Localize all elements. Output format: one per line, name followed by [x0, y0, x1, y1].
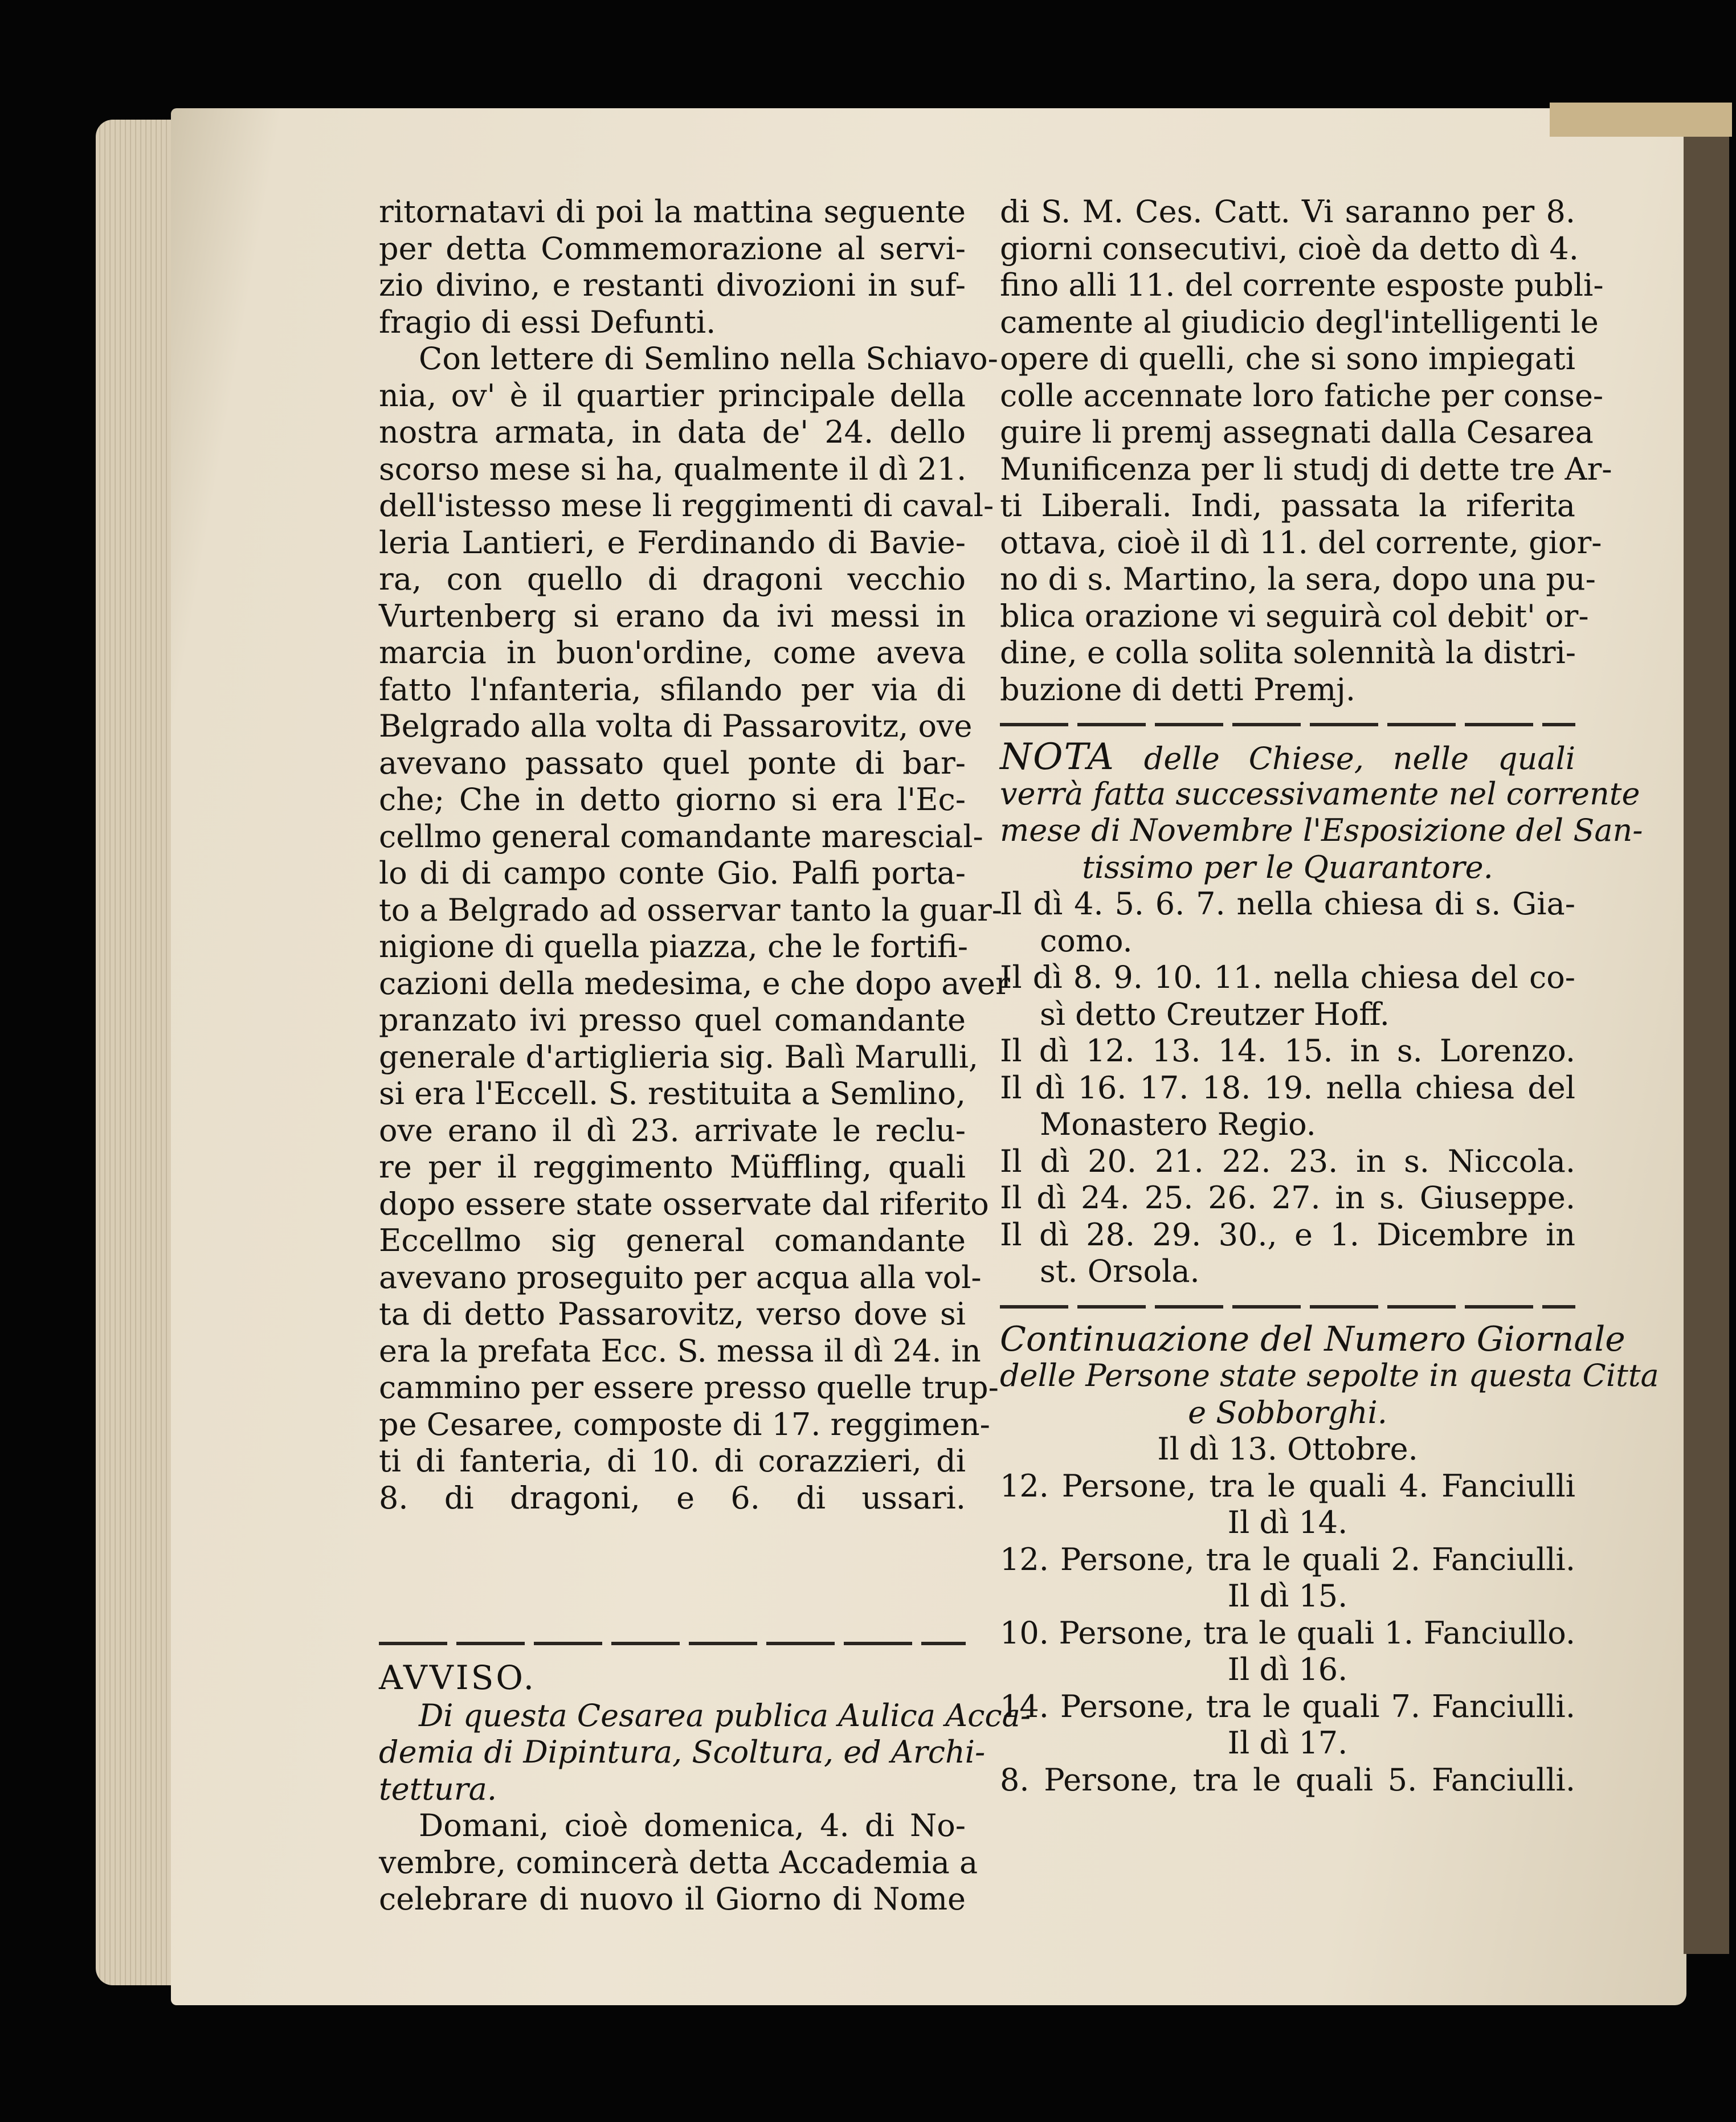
left-column: [379, 194, 1031, 1918]
date-line: Il dì 16.: [1227, 1651, 1348, 1687]
binding-strip: [1550, 103, 1732, 137]
text-line: Di questa Cesarea publica Aulica Acca-: [419, 1697, 1031, 1733]
text-line: giorni consecutivi, cioè da detto dì 4.: [1000, 230, 1579, 267]
text-line: [379, 1553, 966, 1591]
text-line: Munificenza per li studj di dette tre Ar-: [1000, 451, 1612, 487]
text-line: camente al giudicio degl'intelligenti le: [1000, 304, 1599, 340]
text-line: si era l'Eccell. S. restituita a Semlino,: [379, 1076, 966, 1111]
text-line: cammino per essere presso quelle trup-: [379, 1369, 999, 1405]
text-line: lo di di campo conte Gio. Palfi porta-: [379, 855, 966, 891]
nota-title-rest: delle Chiese, nelle quali: [1143, 741, 1575, 776]
section-rule: [1000, 1305, 1575, 1309]
list-item: 14. Persone, tra le quali 7. Fanciulli.: [1000, 1688, 1575, 1724]
text-line: ottava, cioè il dì 11. del corrente, gior-: [1000, 524, 1602, 561]
text-line: no di s. Martino, la sera, dopo una pu-: [1000, 561, 1596, 597]
text-line: scorso mese si ha, qualmente il dì 21.: [379, 451, 967, 487]
text-line: dell'istesso mese li reggimenti di caval-: [379, 488, 994, 524]
date-line: Il dì 17.: [1227, 1725, 1348, 1761]
section-rule: [1000, 723, 1575, 726]
text-line: delle Persone state sepolte in questa Citta: [1000, 1358, 1659, 1393]
text-line: 8. di dragoni, e 6. di ussari.: [379, 1479, 966, 1516]
text-line: Con lettere di Semlino nella Schiavo-: [419, 341, 998, 377]
text-line: to a Belgrado ad osservar tanto la guar-: [379, 892, 1003, 928]
text-line: tissimo per le Quarantore.: [1082, 849, 1493, 885]
text-line: mese di Novembre l'Esposizione del San-: [1000, 812, 1643, 848]
text-line: avevano passato quel ponte di bar-: [379, 745, 966, 781]
text-line: nia, ov' è il quartier principale della: [379, 377, 966, 414]
list-item: Il dì 12. 13. 14. 15. in s. Lorenzo.: [1000, 1033, 1575, 1069]
text-line: verrà fatta successivamente nel corrente: [1000, 775, 1640, 812]
text-line: ta di detto Passarovitz, verso dove si: [379, 1296, 966, 1332]
text-line: colle accennate loro fatiche per conse-: [1000, 377, 1604, 414]
list-item: Il dì 20. 21. 22. 23. in s. Niccola.: [1000, 1143, 1575, 1179]
text-line: pranzato ivi presso quel comandante: [379, 1002, 966, 1038]
list-item: Monastero Regio.: [1040, 1106, 1316, 1142]
date-line: Il dì 13. Ottobre.: [1157, 1431, 1418, 1467]
right-column: [1000, 194, 1659, 1798]
text-line: nostra armata, in data de' 24. dello: [379, 414, 966, 450]
nota-title: [1000, 736, 1575, 778]
text-line: guire li premj assegnati dalla Cesarea: [1000, 414, 1594, 450]
date-line: Il dì 15.: [1227, 1578, 1348, 1614]
continuazione-title: Continuazione del Numero Giornale: [1000, 1319, 1625, 1359]
text-line: re per il reggimento Müffling, quali: [379, 1149, 966, 1185]
text-line: [379, 1516, 966, 1553]
nota-word: NOTA: [1000, 736, 1115, 778]
text-line: generale d'artiglieria sig. Balì Marulli,: [379, 1038, 979, 1075]
text-line: Domani, cioè domenica, 4. di No-: [419, 1808, 966, 1843]
list-item: 10. Persone, tra le quali 1. Fanciullo.: [1000, 1614, 1575, 1651]
list-item: Il dì 8. 9. 10. 11. nella chiesa del co-: [1000, 959, 1575, 995]
text-line: Eccellmo sig general comandante: [379, 1222, 966, 1258]
text-line: demia di Dipintura, Scoltura, ed Archi-: [379, 1734, 986, 1770]
text-line: ti di fanteria, di 10. di corazzieri, di: [379, 1443, 966, 1479]
list-item: st. Orsola.: [1040, 1253, 1200, 1289]
text-line: ritornatavi di poi la mattina seguente: [379, 194, 966, 230]
text-line: fragio di essi Defunti.: [379, 304, 716, 340]
text-line: buzione di detti Premj.: [1000, 671, 1356, 708]
text-line: era la prefata Ecc. S. messa il dì 24. in: [379, 1332, 981, 1369]
text-line: pe Cesaree, composte di 17. reggimen-: [379, 1406, 990, 1442]
text-line: tettura.: [379, 1771, 497, 1807]
list-item: Il dì 16. 17. 18. 19. nella chiesa del: [1000, 1069, 1575, 1106]
list-item: como.: [1040, 922, 1133, 959]
list-item: Il dì 4. 5. 6. 7. nella chiesa di s. Gia-: [1000, 886, 1575, 922]
text-line: per detta Commemorazione al servi-: [379, 230, 966, 267]
list-item: sì detto Creutzer Hoff.: [1040, 996, 1390, 1032]
list-item: 12. Persone, tra le quali 2. Fanciulli.: [1000, 1541, 1575, 1577]
list-item: 8. Persone, tra le quali 5. Fanciulli.: [1000, 1761, 1575, 1798]
list-item: 12. Persone, tra le quali 4. Fanciulli: [1000, 1467, 1575, 1504]
text-line: Vurtenberg si erano da ivi messi in: [379, 598, 966, 634]
text-line: che; Che in detto giorno si era l'Ec-: [379, 782, 966, 817]
section-rule: [379, 1642, 966, 1645]
text-line: ra, con quello di dragoni vecchio: [379, 561, 966, 597]
text-line: leria Lantieri, e Ferdinando di Bavie-: [379, 524, 966, 561]
text-line: e Sobborghi.: [1188, 1394, 1387, 1430]
text-line: opere di quelli, che si sono impiegati: [1000, 341, 1575, 377]
date-line: Il dì 14.: [1227, 1504, 1348, 1540]
text-line: avevano proseguito per acqua alla vol-: [379, 1259, 982, 1295]
text-line: [379, 1590, 966, 1627]
text-line: di S. M. Ces. Catt. Vi saranno per 8.: [1000, 194, 1575, 230]
text-line: cazioni della medesima, e che dopo aver: [379, 965, 1010, 1001]
text-line: fatto l'nfanteria, sfilando per via di: [379, 671, 966, 708]
list-item: Il dì 28. 29. 30., e 1. Dicembre in: [1000, 1216, 1575, 1253]
text-line: blica orazione vi seguirà col debit' or-: [1000, 598, 1589, 634]
text-line: dopo essere state osservate dal riferito: [379, 1185, 989, 1222]
binding-shadow: [1684, 131, 1729, 1954]
text-line: zio divino, e restanti divozioni in suf-: [379, 267, 966, 303]
text-line: nigione di quella piazza, che le fortifi-: [379, 929, 969, 964]
text-line: marcia in buon'ordine, come aveva: [379, 635, 966, 670]
text-line: cellmo general comandante marescial-: [379, 818, 983, 854]
text-line: vembre, comincerà detta Accademia a: [379, 1844, 978, 1880]
text-line: Belgrado alla volta di Passarovitz, ove: [379, 708, 973, 744]
text-line: fino alli 11. del corrente esposte publi-: [1000, 267, 1604, 303]
text-line: celebrare di nuovo il Giorno di Nome: [379, 1881, 966, 1917]
list-item: Il dì 24. 25. 26. 27. in s. Giuseppe.: [1000, 1180, 1575, 1216]
text-line: dine, e colla solita solennità la distri-: [1000, 635, 1576, 670]
section-heading: AVVISO.: [379, 1658, 537, 1697]
text-line: ti Liberali. Indi, passata la riferita: [1000, 488, 1575, 524]
text-line: ove erano il dì 23. arrivate le reclu-: [379, 1112, 966, 1148]
